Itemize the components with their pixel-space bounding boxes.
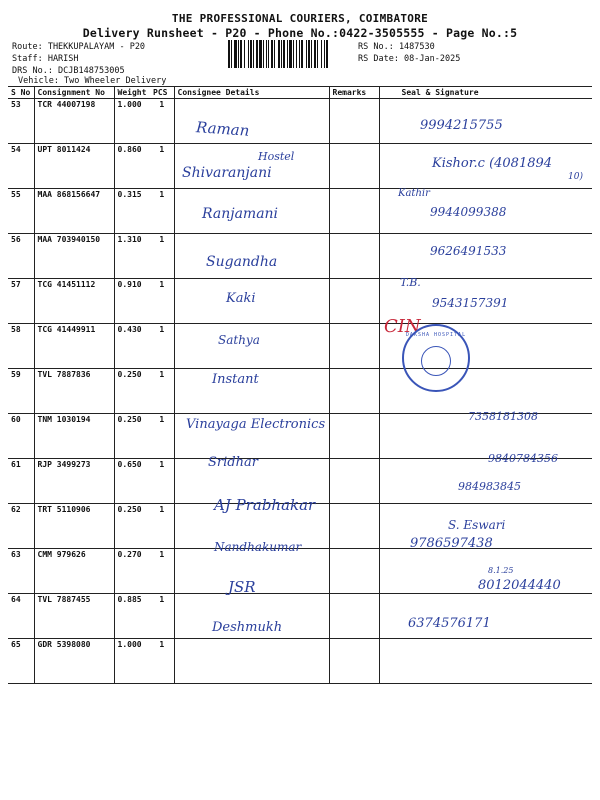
cell-consignment: MAA 868156647 [34,189,114,234]
handwritten-consignee: AJ Prabhakar [214,496,316,514]
hospital-stamp [402,324,470,392]
cell-consignment: TVL 7887455 [34,594,114,639]
handwritten-consignee: Nandhakumar [214,540,302,554]
cell-remarks [329,324,379,369]
cell-sno: 58 [8,324,34,369]
cell-pcs: 1 [150,594,174,639]
rs-no-label: RS No.: 1487530 [358,42,435,52]
stamp-text: DAKSHA HOSPITAL [405,332,467,338]
cell-pcs: 1 [150,549,174,594]
cell-remarks [329,504,379,549]
cell-consignment: TCR 44007198 [34,99,114,144]
cell-pcs: 1 [150,639,174,684]
stamp-inner-ring [421,346,451,376]
runsheet-barcode [228,40,353,68]
cell-sno: 54 [8,144,34,189]
handwritten-phone: 9840784356 [488,452,558,465]
handwritten-consignee: Shivaranjani [182,165,272,181]
handwritten-consignee: Sathya [218,333,260,347]
cell-sno: 61 [8,459,34,504]
handwritten-phone: 9944099388 [430,205,507,219]
handwritten-signature: Kishor.c (4081894 [432,156,553,171]
vehicle-label: Vehicle: Two Wheeler Delivery [18,76,167,86]
handwritten-consignee: Instant [212,372,259,387]
handwritten-signature: 10) [568,172,583,182]
barcode-bar [326,40,328,68]
col-header-remarks: Remarks [329,87,379,99]
cell-sno: 56 [8,234,34,279]
cell-consignment: TRT 5110906 [34,504,114,549]
col-header-consignee: Consignee Details [174,87,329,99]
handwritten-phone: 9786597438 [410,536,493,551]
handwritten-signature: S. Eswari [448,518,506,532]
cell-signature [379,639,592,684]
cell-consignment: TCG 41449911 [34,324,114,369]
cell-weight: 0.860 [114,144,150,189]
handwritten-phone: 984983845 [458,480,521,493]
cell-remarks [329,459,379,504]
cell-remarks [329,594,379,639]
col-header-consignment: Consignment No [34,87,114,99]
cell-remarks [329,414,379,459]
cell-remarks [329,144,379,189]
cell-consignment: CMM 979626 [34,549,114,594]
cell-sno: 59 [8,369,34,414]
cell-pcs: 1 [150,324,174,369]
cell-weight: 0.250 [114,369,150,414]
handwritten-remark: CIN [384,316,421,337]
cell-remarks [329,234,379,279]
handwritten-phone: 9543157391 [432,296,509,310]
cell-sno: 60 [8,414,34,459]
cell-weight: 0.250 [114,414,150,459]
rs-date-label: RS Date: 08-Jan-2025 [358,54,461,64]
cell-pcs: 1 [150,414,174,459]
company-name: THE PROFESSIONAL COURIERS, COIMBATORE [171,12,429,25]
cell-consignment: TNM 1030194 [34,414,114,459]
handwritten-consignee: Sridhar [208,455,258,470]
table-header-row [8,87,592,99]
handwritten-phone: 9626491533 [430,244,507,258]
handwritten-phone: 8012044440 [478,578,561,593]
cell-weight: 0.885 [114,594,150,639]
handwritten-consignee: JSR [228,578,256,596]
handwritten-signature: T.B. [400,276,421,289]
handwritten-consignee: Raman [195,118,250,140]
cell-pcs: 1 [150,99,174,144]
cell-consignment: MAA 703940150 [34,234,114,279]
cell-consignment: UPT 8011424 [34,144,114,189]
table-row [8,99,592,144]
cell-remarks [329,189,379,234]
cell-pcs: 1 [150,459,174,504]
drs-label: DRS No.: DCJB148753005 [12,66,125,76]
cell-pcs: 1 [150,234,174,279]
runsheet-table [8,86,592,684]
cell-sno: 65 [8,639,34,684]
cell-pcs: 1 [150,189,174,234]
handwritten-consignee: Deshmukh [212,620,283,635]
cell-consignment: TVL 7887836 [34,369,114,414]
cell-sno: 57 [8,279,34,324]
cell-weight: 1.310 [114,234,150,279]
cell-weight: 0.315 [114,189,150,234]
handwritten-consignee: Kaki [226,291,256,306]
handwritten-date: 8.1.25 [488,566,514,575]
cell-remarks [329,279,379,324]
cell-weight: 0.250 [114,504,150,549]
runsheet-title: Delivery Runsheet - P20 - Phone No.:0422-3505555 - Page No.:5 [82,26,518,40]
table-row [8,369,592,414]
cell-weight: 0.430 [114,324,150,369]
handwritten-phone: 9994215755 [420,118,503,133]
handwritten-phone: 7358181308 [468,410,538,423]
cell-weight: 1.000 [114,639,150,684]
cell-consignee [174,639,329,684]
cell-sno: 64 [8,594,34,639]
handwritten-signature: Kathir [398,188,430,199]
cell-weight: 1.000 [114,99,150,144]
handwritten-consignee: Vinayaga Electronics [186,417,326,432]
table-row [8,639,592,684]
col-header-weight: Weight [114,87,150,99]
cell-sno: 55 [8,189,34,234]
table-row [8,324,592,369]
cell-sno: 62 [8,504,34,549]
handwritten-consignee: Sugandha [206,254,278,270]
cell-pcs: 1 [150,144,174,189]
cell-pcs: 1 [150,504,174,549]
table-row [8,594,592,639]
col-header-sno: S No [8,87,34,99]
cell-consignment: GDR 5398080 [34,639,114,684]
cell-pcs: 1 [150,279,174,324]
col-header-signature: Seal & Signature [379,87,592,99]
staff-label: Staff: HARISH [12,54,79,64]
cell-weight: 0.910 [114,279,150,324]
col-header-pcs: PCS [150,87,174,99]
cell-remarks [329,99,379,144]
cell-remarks [329,639,379,684]
handwritten-phone: 6374576171 [408,616,491,631]
cell-consignment: RJP 3499273 [34,459,114,504]
cell-remarks [329,369,379,414]
cell-remarks [329,549,379,594]
handwritten-consignee: Hostel [258,150,295,163]
cell-sno: 63 [8,549,34,594]
cell-sno: 53 [8,99,34,144]
cell-pcs: 1 [150,369,174,414]
route-label: Route: THEKKUPALAYAM - P20 [12,42,146,52]
cell-consignment: TCG 41451112 [34,279,114,324]
cell-weight: 0.270 [114,549,150,594]
handwritten-consignee: Ranjamani [202,206,279,222]
cell-weight: 0.650 [114,459,150,504]
